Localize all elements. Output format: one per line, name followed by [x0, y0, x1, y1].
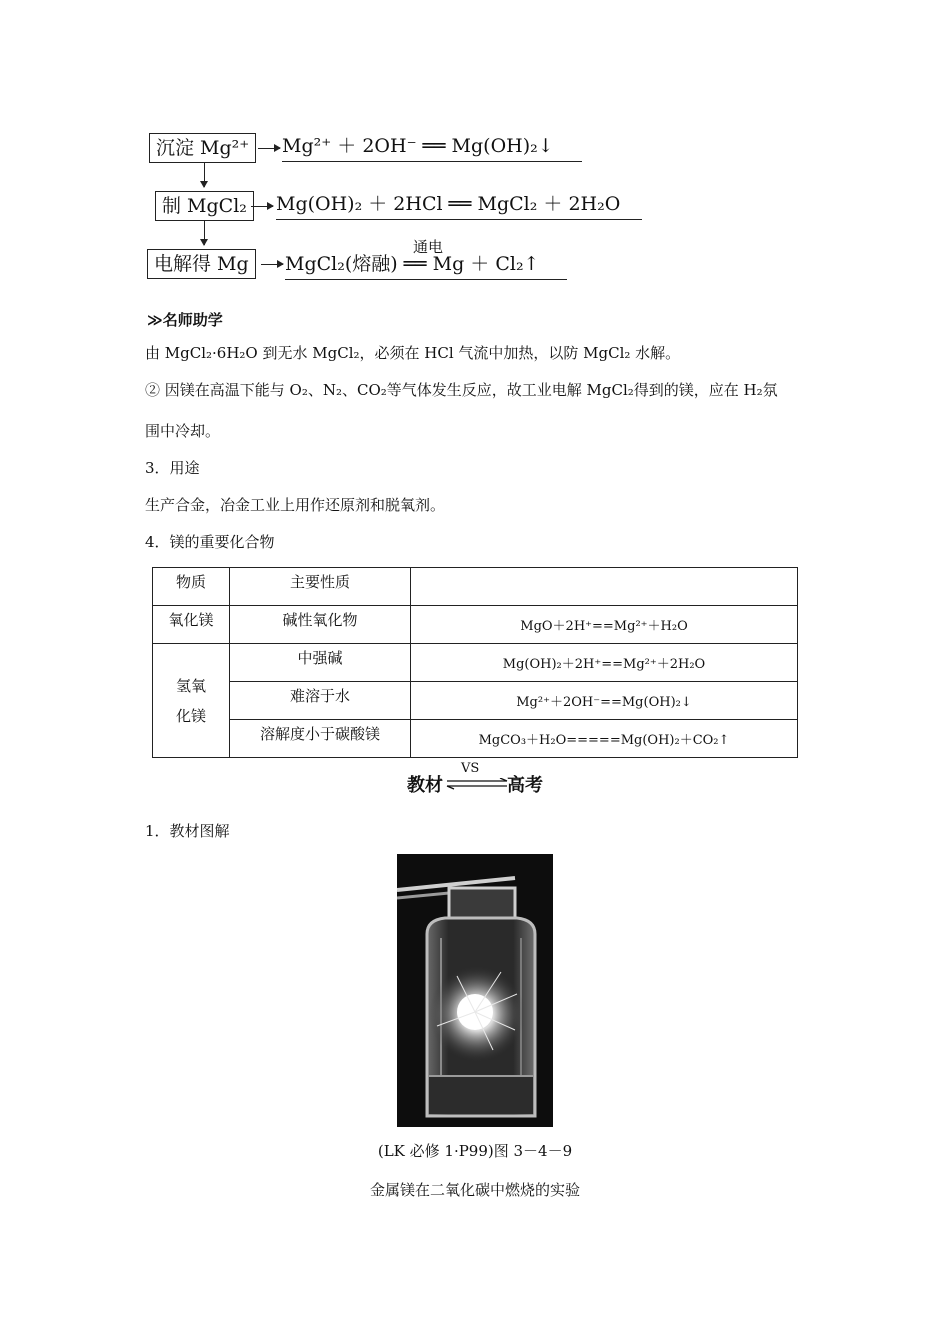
table-row [153, 644, 798, 682]
figure-caption-1: (LK 必修 1·P99)图 3－4－9 [377, 1142, 573, 1160]
cell-mgoh2-property: 中强碱 [230, 644, 411, 682]
double-arrow-icon [445, 778, 509, 790]
reaction-condition: 通电 [413, 238, 444, 256]
equation-make-mgcl2: Mg(OH)₂ ＋ 2HCl ══ MgCl₂ ＋ 2H₂O [276, 192, 642, 220]
tips-paragraph-1: 由 MgCl₂·6H₂O 到无水 MgCl₂，必须在 HCl 气流中加热，以防 MgCl₂ 水解。 [145, 344, 681, 362]
tips-paragraph-2-cont: 围中冷却。 [145, 422, 221, 440]
figure-caption-2: 金属镁在二氧化碳中燃烧的实验 [369, 1181, 580, 1199]
cell-mgoh2-property: 溶解度小于碳酸镁 [230, 720, 411, 758]
tips-heading: ≫名师助学 [147, 311, 223, 329]
cell-mgoh2-property: 难溶于水 [230, 682, 411, 720]
compounds-table [152, 567, 798, 758]
flow-arrow [251, 206, 273, 207]
header-property: 主要性质 [230, 568, 411, 606]
flow-arrow [258, 148, 280, 149]
cell-mgoh2-name-line1: 氢氧 [175, 676, 206, 695]
cell-mgoh2-name-line2: 化镁 [175, 706, 206, 725]
banner-left: 教材 [407, 775, 443, 796]
cell-mgoh2-equation: Mg²⁺＋2OH⁻==Mg(OH)₂↓ [411, 682, 798, 720]
figure-section-heading: 1．教材图解 [145, 822, 230, 840]
header-substance: 物质 [153, 568, 230, 606]
banner-right: 高考 [507, 775, 543, 796]
flow-arrow-down [204, 221, 205, 245]
banner-vs: VS [461, 761, 480, 776]
table-row [153, 720, 798, 758]
equation-electrolysis: MgCl₂(熔融) ══ Mg ＋ Cl₂↑ [285, 252, 567, 280]
table-row [153, 682, 798, 720]
compounds-heading: 4．镁的重要化合物 [145, 533, 275, 551]
step-box-make-mgcl2: 制 MgCl₂ [155, 191, 254, 221]
experiment-photo [397, 854, 553, 1127]
cell-mgoh2-equation: Mg(OH)₂＋2H⁺==Mg²⁺＋2H₂O [411, 644, 798, 682]
cell-mgo-equation: MgO＋2H⁺==Mg²⁺＋H₂O [411, 606, 798, 644]
cell-mgo-name: 氧化镁 [153, 606, 230, 644]
burning-magnesium-jar-illustration [397, 854, 553, 1127]
tips-paragraph-2: ② 因镁在高温下能与 O₂、N₂、CO₂等气体发生反应，故工业电解 MgCl₂得到的镁，应在 H₂氛 [145, 381, 778, 399]
section-banner [407, 762, 543, 794]
header-equation [411, 568, 798, 606]
step-box-precipitate: 沉淀 Mg²⁺ [149, 133, 256, 163]
cell-mgoh2-name [153, 644, 230, 758]
cell-mgo-property: 碱性氧化物 [230, 606, 411, 644]
table-row [153, 606, 798, 644]
flow-arrow [261, 264, 283, 265]
equation-precipitate: Mg²⁺ ＋ 2OH⁻ ══ Mg(OH)₂↓ [282, 134, 582, 162]
step-box-electrolysis: 电解得 Mg [147, 249, 256, 279]
uses-body: 生产合金，冶金工业上用作还原剂和脱氧剂。 [145, 496, 446, 514]
cell-mgoh2-equation: MgCO₃＋H₂O=====Mg(OH)₂＋CO₂↑ [411, 720, 798, 758]
table-row [153, 568, 798, 606]
flow-arrow-down [204, 163, 205, 187]
uses-heading: 3．用途 [145, 459, 200, 477]
